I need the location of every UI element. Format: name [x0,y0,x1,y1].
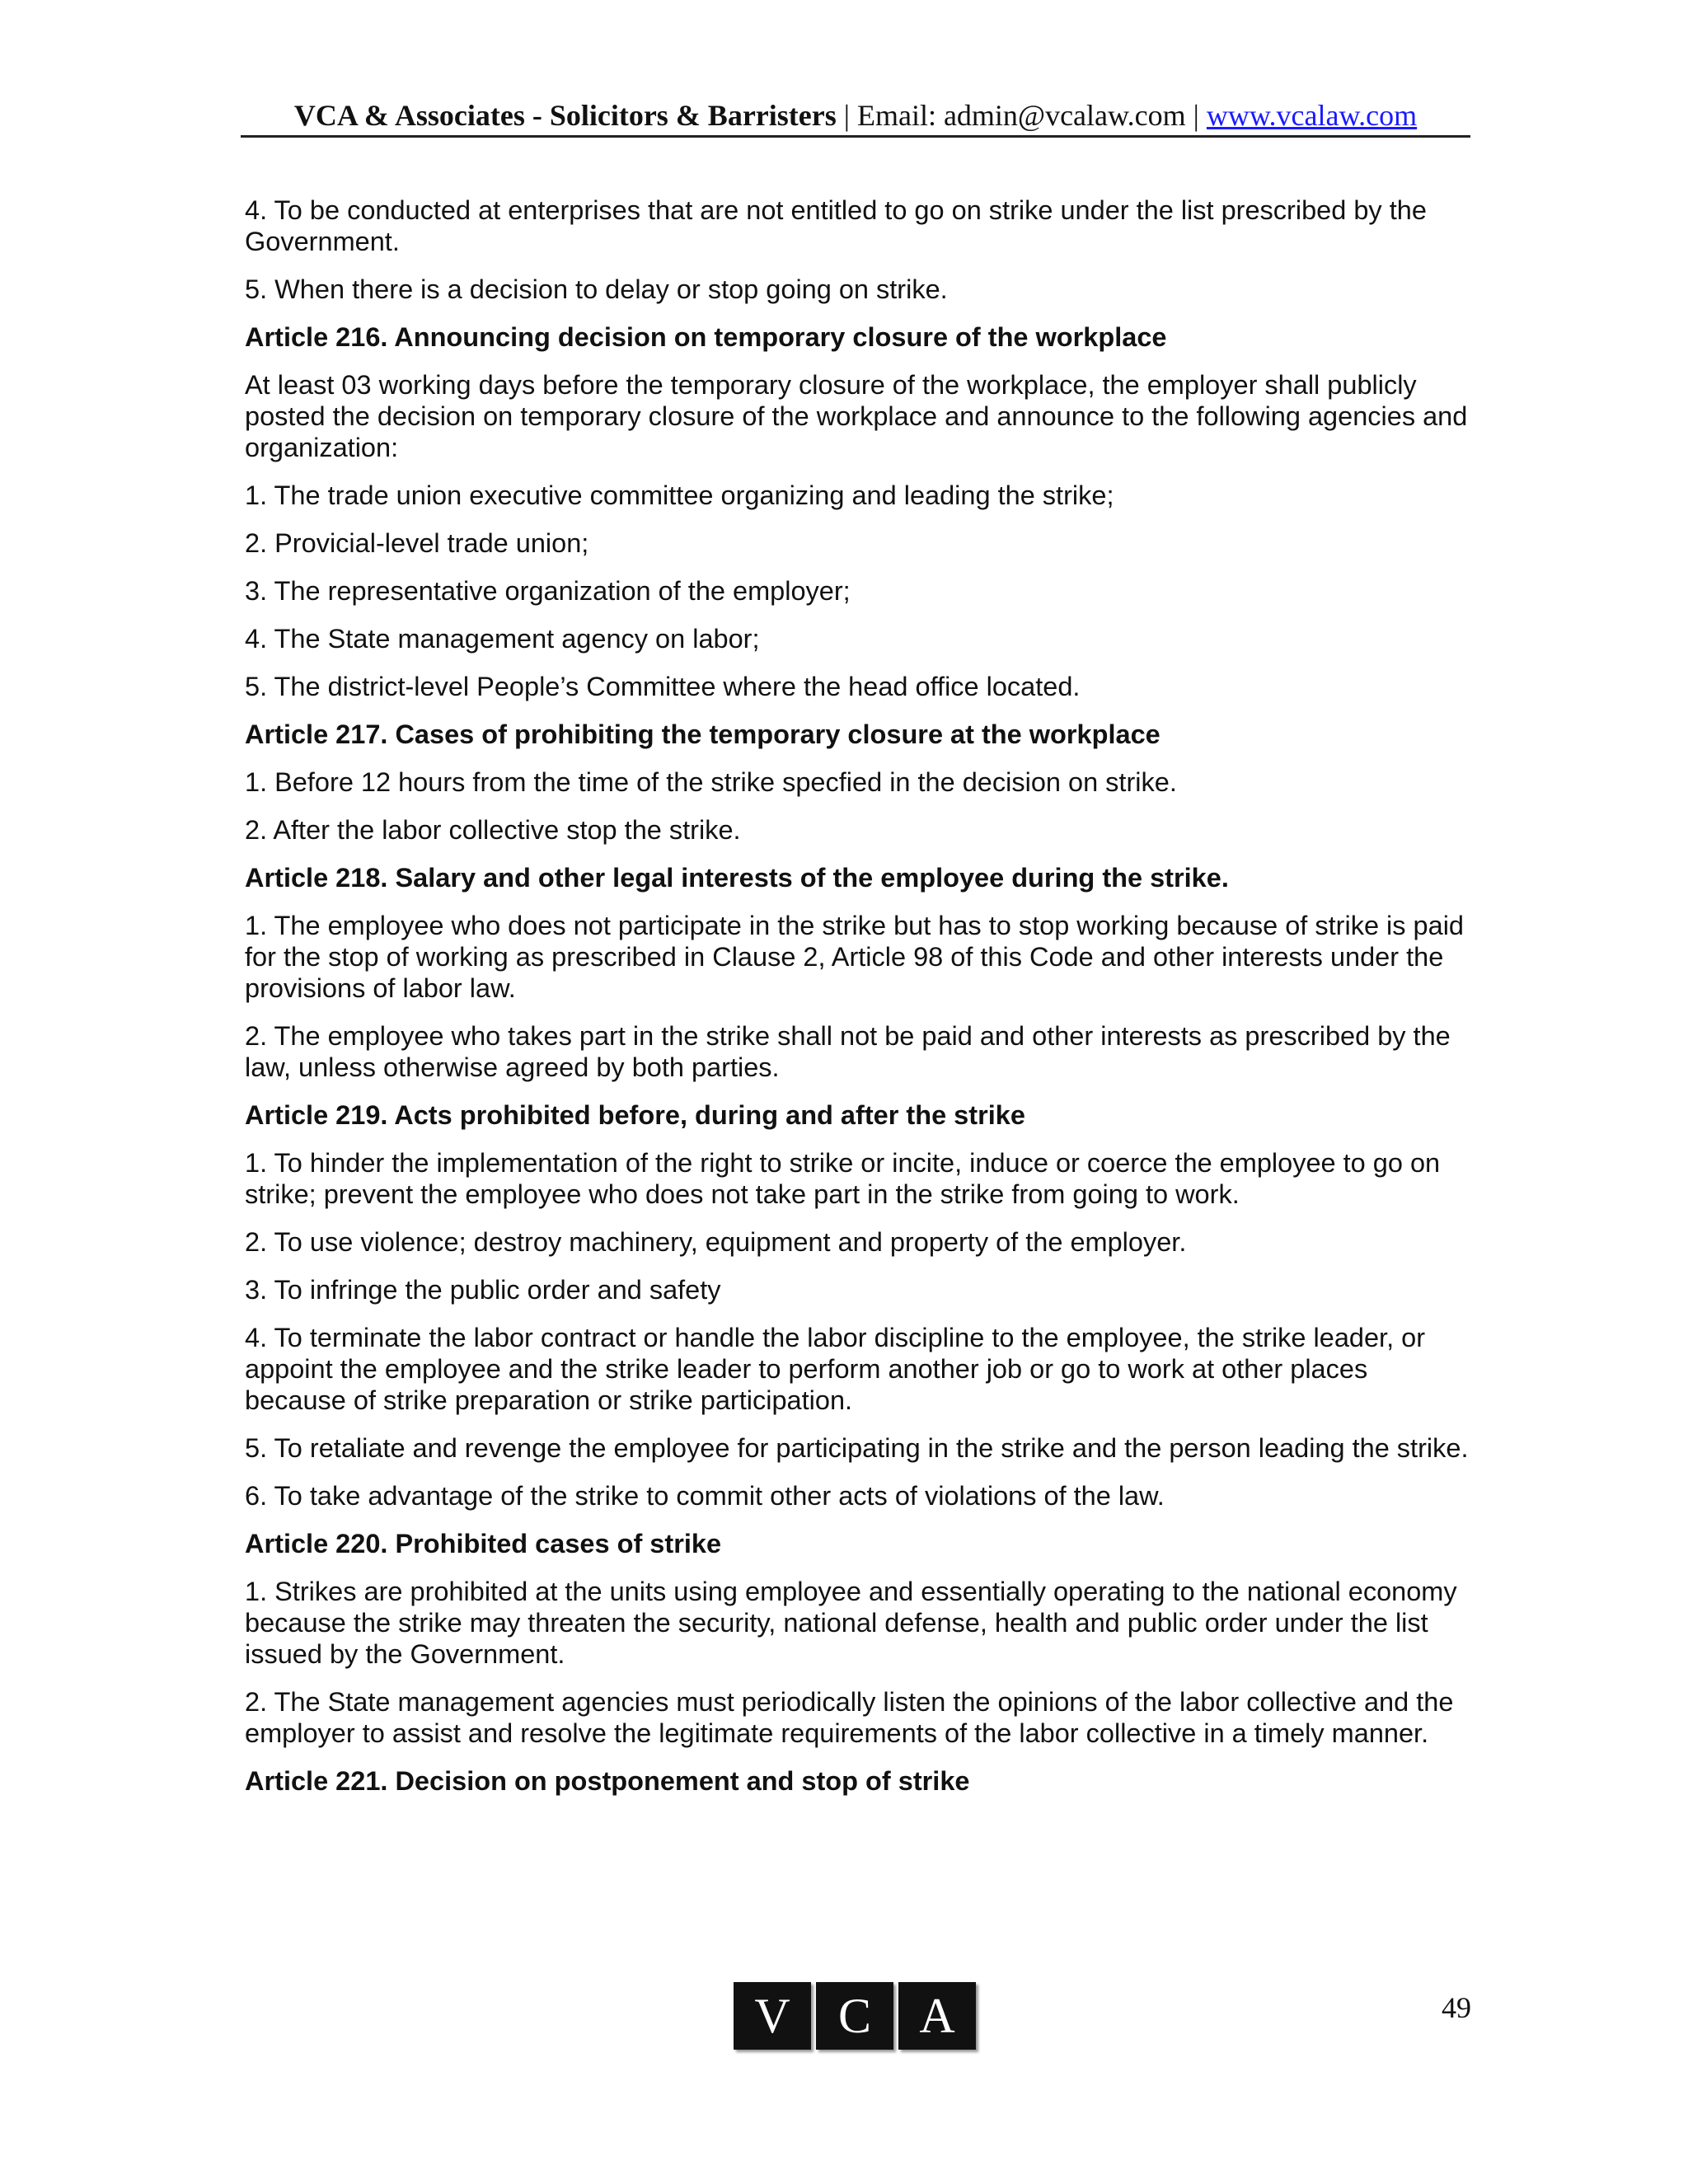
logo-letter-a: A [898,1982,976,2050]
paragraph: 4. To terminate the labor contract or handle the labor discipline to the employee, the strike leader, or appoint the employee and the strike leader to perform another job or go to work at other places because of strike preparation or strike participation. [245,1323,1426,1415]
header-separator: | [836,99,857,132]
paragraph: 1. To hinder the implementation of the right to strike or incite, induce or coerce the employee to go on strike; prevent the employee who does not take part in the strike from going to work. [245,1148,1441,1209]
paragraph: 3. To infringe the public order and safety [245,1275,721,1305]
article-heading: Article 218. Salary and other legal interests of the employee during the strike. [245,863,1229,893]
website-link[interactable]: www.vcalaw.com [1206,99,1418,132]
article-heading: Article 219. Acts prohibited before, during and after the strike [245,1100,1025,1130]
paragraph: 5. The district-level People’s Committee where the head office located. [245,672,1081,701]
paragraph: 4. The State management agency on labor; [245,624,760,654]
paragraph: At least 03 working days before the temporary closure of the workplace, the employer shall publicly posted the decision on temporary closure of the workplace and announce to the following agencies and organization: [245,370,1468,462]
paragraph: 2. After the labor collective stop the strike. [245,815,741,845]
firm-name: VCA & Associates - Solicitors & Barristers [293,99,837,132]
paragraph: 2. The State management agencies must periodically listen the opinions of the labor collective and the employer to assist and resolve the legitimate requirements of the labor collective in a timely manner. [245,1687,1454,1748]
page-header [241,96,1470,138]
paragraph: 6. To take advantage of the strike to commit other acts of violations of the law. [245,1481,1165,1511]
paragraph: 1. Before 12 hours from the time of the strike specfied in the decision on strike. [245,767,1177,797]
paragraph: 4. To be conducted at enterprises that are not entitled to go on strike under the list prescribed by the Government. [245,195,1427,256]
paragraph: 1. The trade union executive committee organizing and leading the strike; [245,480,1114,510]
article-heading: Article 221. Decision on postponement and stop of strike [245,1766,970,1796]
document-body [245,194,1473,1813]
paragraph: 1. The employee who does not participate in the strike but has to stop working because of strike is paid for the stop of working as prescribed in Clause 2, Article 98 of this Code and other interests under the provisions of labor law. [245,911,1464,1003]
article-heading: Article 220. Prohibited cases of strike [245,1529,722,1558]
vca-logo [734,1982,976,2050]
article-heading: Article 217. Cases of prohibiting the temporary closure at the workplace [245,719,1160,749]
page-number: 49 [1442,1991,1471,2024]
paragraph: 5. To retaliate and revenge the employee for participating in the strike and the person leading the strike. [245,1433,1469,1463]
paragraph: 2. To use violence; destroy machinery, equipment and property of the employer. [245,1227,1187,1257]
paragraph: 5. When there is a decision to delay or stop going on strike. [245,274,948,304]
paragraph: 2. The employee who takes part in the strike shall not be paid and other interests as prescribed by the law, unless otherwise agreed by both parties. [245,1021,1451,1082]
paragraph: 3. The representative organization of the employer; [245,576,851,606]
logo-letter-c: C [816,1982,893,2050]
header-separator: | [1185,99,1207,132]
logo-letter-v: V [734,1982,811,2050]
header-email: Email: admin@vcalaw.com [856,99,1186,132]
article-heading: Article 216. Announcing decision on temporary closure of the workplace [245,322,1167,352]
paragraph: 1. Strikes are prohibited at the units using employee and essentially operating to the national economy because the strike may threaten the security, national defense, health and public order under the list issued by the Government. [245,1577,1457,1669]
paragraph: 2. Provicial-level trade union; [245,528,589,558]
